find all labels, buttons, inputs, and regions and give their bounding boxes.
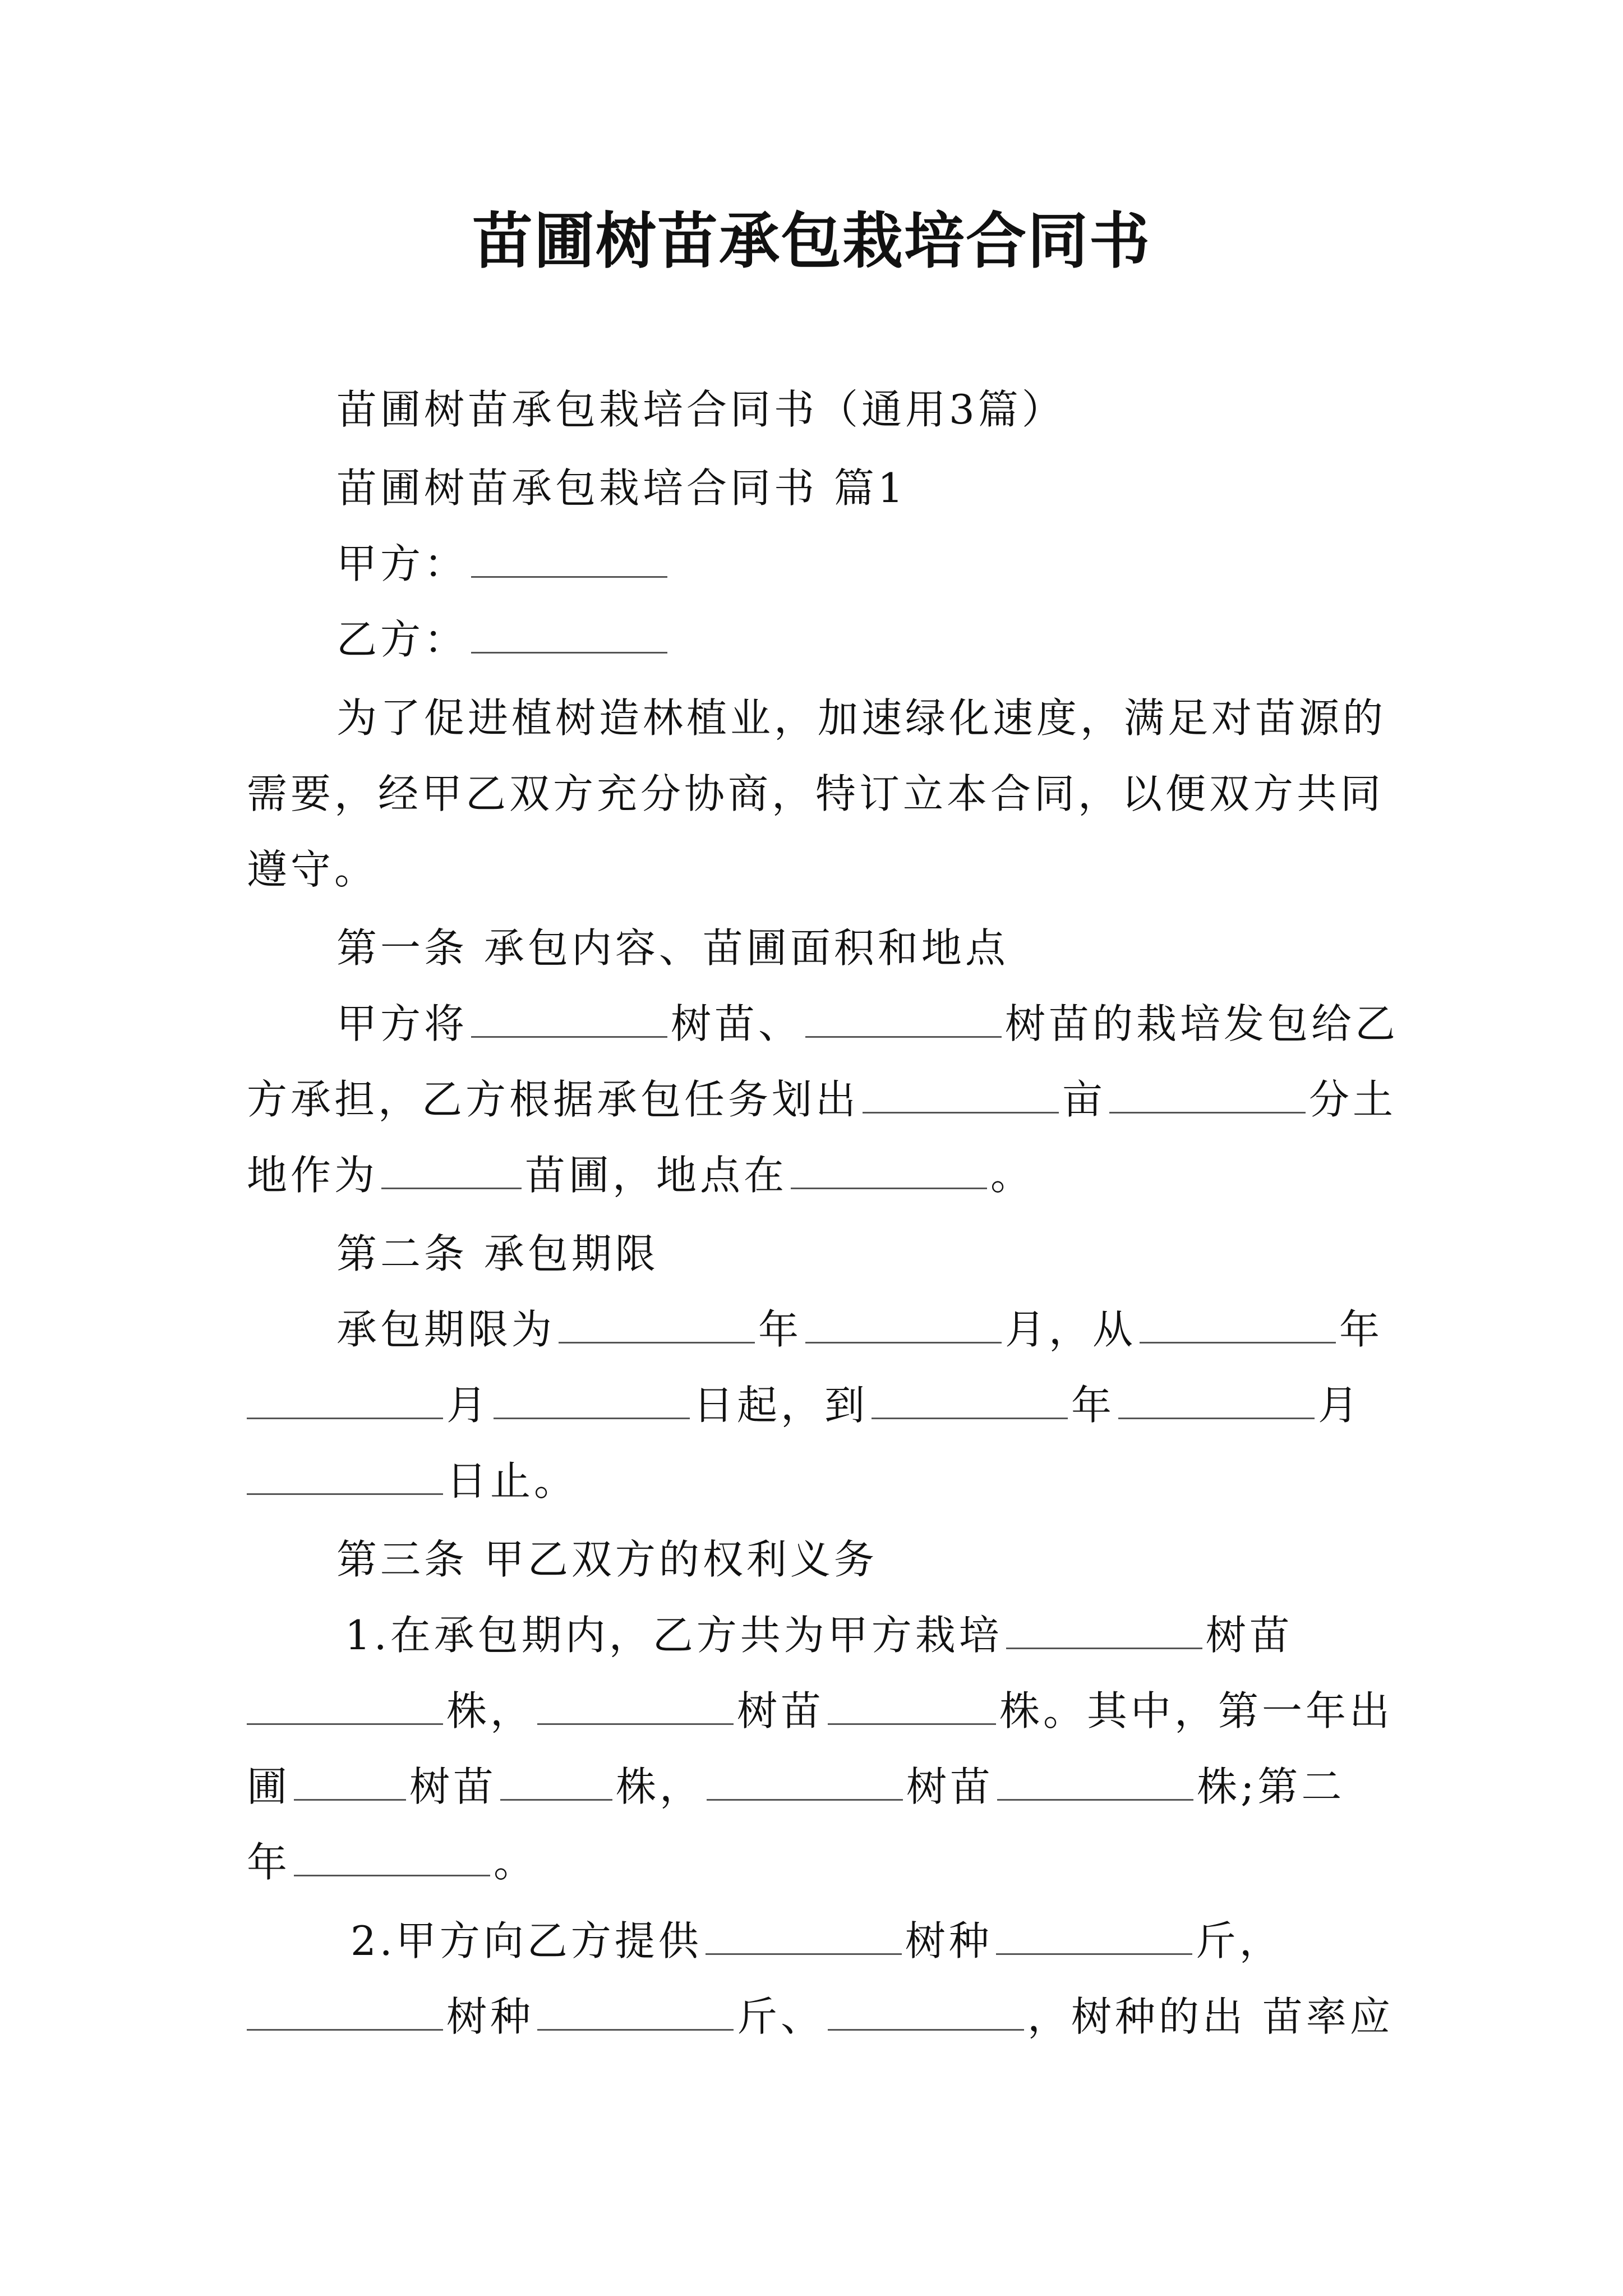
blank bbox=[1109, 1073, 1306, 1114]
blank bbox=[294, 1835, 490, 1876]
party-a-line bbox=[336, 536, 671, 592]
blank bbox=[537, 1684, 734, 1725]
text-segment: 年 bbox=[247, 1839, 291, 1886]
intro-line-2: 需要，经甲乙双方充分协商，特订立本合同，以便双方共同 bbox=[247, 770, 1385, 817]
blank bbox=[247, 1990, 443, 2031]
intro-line-1: 为了促进植树造林植业，加速绿化速度，满足对苗源的 bbox=[336, 694, 1387, 742]
text-segment: 年 bbox=[758, 1306, 803, 1353]
blank bbox=[996, 1914, 1192, 1955]
text-segment: 树苗 bbox=[906, 1763, 994, 1810]
intro-line-3: 遵守。 bbox=[247, 846, 379, 893]
blank bbox=[997, 1760, 1193, 1801]
blank bbox=[863, 1073, 1059, 1114]
blank bbox=[247, 1454, 443, 1495]
blank bbox=[805, 1303, 1002, 1343]
blank bbox=[706, 1914, 902, 1955]
text-segment: 株， bbox=[446, 1687, 534, 1734]
text-segment: 树苗的栽培发包给乙 bbox=[1005, 1000, 1399, 1047]
text-segment: 日起，到 bbox=[693, 1382, 869, 1429]
text-segment: 斤、 bbox=[737, 1993, 825, 2040]
blank bbox=[805, 997, 1002, 1038]
blank bbox=[1006, 1608, 1202, 1649]
text-segment: 树种 bbox=[446, 1993, 534, 2040]
article3-para2-line-2 bbox=[247, 1989, 1394, 2045]
blank bbox=[537, 1990, 734, 2031]
section-heading: 苗圃树苗承包栽培合同书 篇1 bbox=[336, 464, 907, 512]
text-segment: 树苗 bbox=[1205, 1612, 1293, 1659]
text-segment: 。 bbox=[990, 1152, 1035, 1199]
text-segment: 月 bbox=[1318, 1382, 1362, 1429]
blank bbox=[791, 1148, 987, 1189]
article3-para1-line-1 bbox=[345, 1607, 1293, 1663]
text-segment: 亩 bbox=[1062, 1076, 1106, 1123]
text-segment: 树苗 bbox=[409, 1763, 497, 1810]
article2-line-3 bbox=[247, 1453, 578, 1509]
article1-line-2 bbox=[247, 1071, 1396, 1128]
party-a-blank bbox=[471, 537, 667, 578]
text-segment: 分土 bbox=[1309, 1076, 1397, 1123]
article1-line-3 bbox=[247, 1147, 1034, 1203]
blank bbox=[872, 1378, 1068, 1419]
text-segment: 树苗 bbox=[737, 1687, 825, 1734]
text-segment: 甲方将 bbox=[336, 1000, 468, 1047]
text-segment: 年 bbox=[1071, 1382, 1115, 1429]
blank bbox=[707, 1760, 903, 1801]
article2-line-1 bbox=[336, 1301, 1383, 1358]
text-segment: 株。其中，第一年出 bbox=[999, 1687, 1394, 1734]
article1-heading: 第一条 承包内容、苗圃面积和地点 bbox=[336, 924, 1009, 972]
blank bbox=[1140, 1303, 1336, 1343]
article1-line-1 bbox=[336, 996, 1399, 1052]
text-segment: 株， bbox=[616, 1763, 704, 1810]
text-segment: 地作为 bbox=[247, 1152, 379, 1199]
text-segment: 苗圃，地点在 bbox=[525, 1152, 788, 1199]
party-b-line bbox=[336, 611, 671, 668]
text-segment: 株;第二 bbox=[1197, 1763, 1345, 1810]
blank bbox=[247, 1378, 443, 1419]
article3-para1-line-3 bbox=[247, 1759, 1345, 1815]
text-segment: 2.甲方向乙方提供 bbox=[351, 1917, 702, 1964]
text-segment: 。 bbox=[494, 1839, 538, 1886]
text-segment: 1.在承包期内，乙方共为甲方栽培 bbox=[345, 1612, 1003, 1659]
blank bbox=[500, 1760, 612, 1801]
text-segment: 树苗、 bbox=[671, 1000, 803, 1047]
text-segment: 方承担，乙方根据承包任务划出 bbox=[247, 1076, 860, 1123]
article2-heading: 第二条 承包期限 bbox=[336, 1230, 659, 1277]
article3-para1-line-2 bbox=[247, 1683, 1393, 1739]
document-title: 苗圃树苗承包栽培合同书 bbox=[472, 206, 1151, 277]
party-b-blank bbox=[471, 613, 667, 654]
blank bbox=[381, 1148, 522, 1189]
article3-para1-line-4 bbox=[247, 1834, 537, 1890]
blank bbox=[559, 1303, 755, 1343]
party-a-label: 甲方： bbox=[336, 540, 468, 587]
article2-line-2 bbox=[247, 1377, 1362, 1433]
text-segment: 树种 bbox=[905, 1917, 993, 1964]
text-segment: 斤， bbox=[1195, 1917, 1283, 1964]
text-segment: 月，从 bbox=[1005, 1306, 1137, 1353]
blank bbox=[294, 1760, 406, 1801]
blank bbox=[494, 1378, 690, 1419]
text-segment: ，树种的出 苗率应 bbox=[1027, 1993, 1394, 2040]
text-segment: 年 bbox=[1339, 1306, 1384, 1353]
text-segment: 日止。 bbox=[446, 1457, 578, 1504]
text-segment: 圃 bbox=[247, 1763, 291, 1810]
article3-para2-line-1 bbox=[351, 1913, 1283, 1969]
article3-heading: 第三条 甲乙双方的权利义务 bbox=[336, 1536, 878, 1583]
document-subtitle: 苗圃树苗承包栽培合同书（通用3篇） bbox=[336, 386, 1066, 433]
party-b-label: 乙方： bbox=[336, 616, 468, 663]
blank bbox=[247, 1684, 443, 1725]
blank bbox=[471, 997, 667, 1038]
blank bbox=[1118, 1378, 1315, 1419]
blank bbox=[828, 1990, 1024, 2031]
text-segment: 月 bbox=[446, 1382, 491, 1429]
blank bbox=[828, 1684, 996, 1725]
text-segment: 承包期限为 bbox=[336, 1306, 556, 1353]
